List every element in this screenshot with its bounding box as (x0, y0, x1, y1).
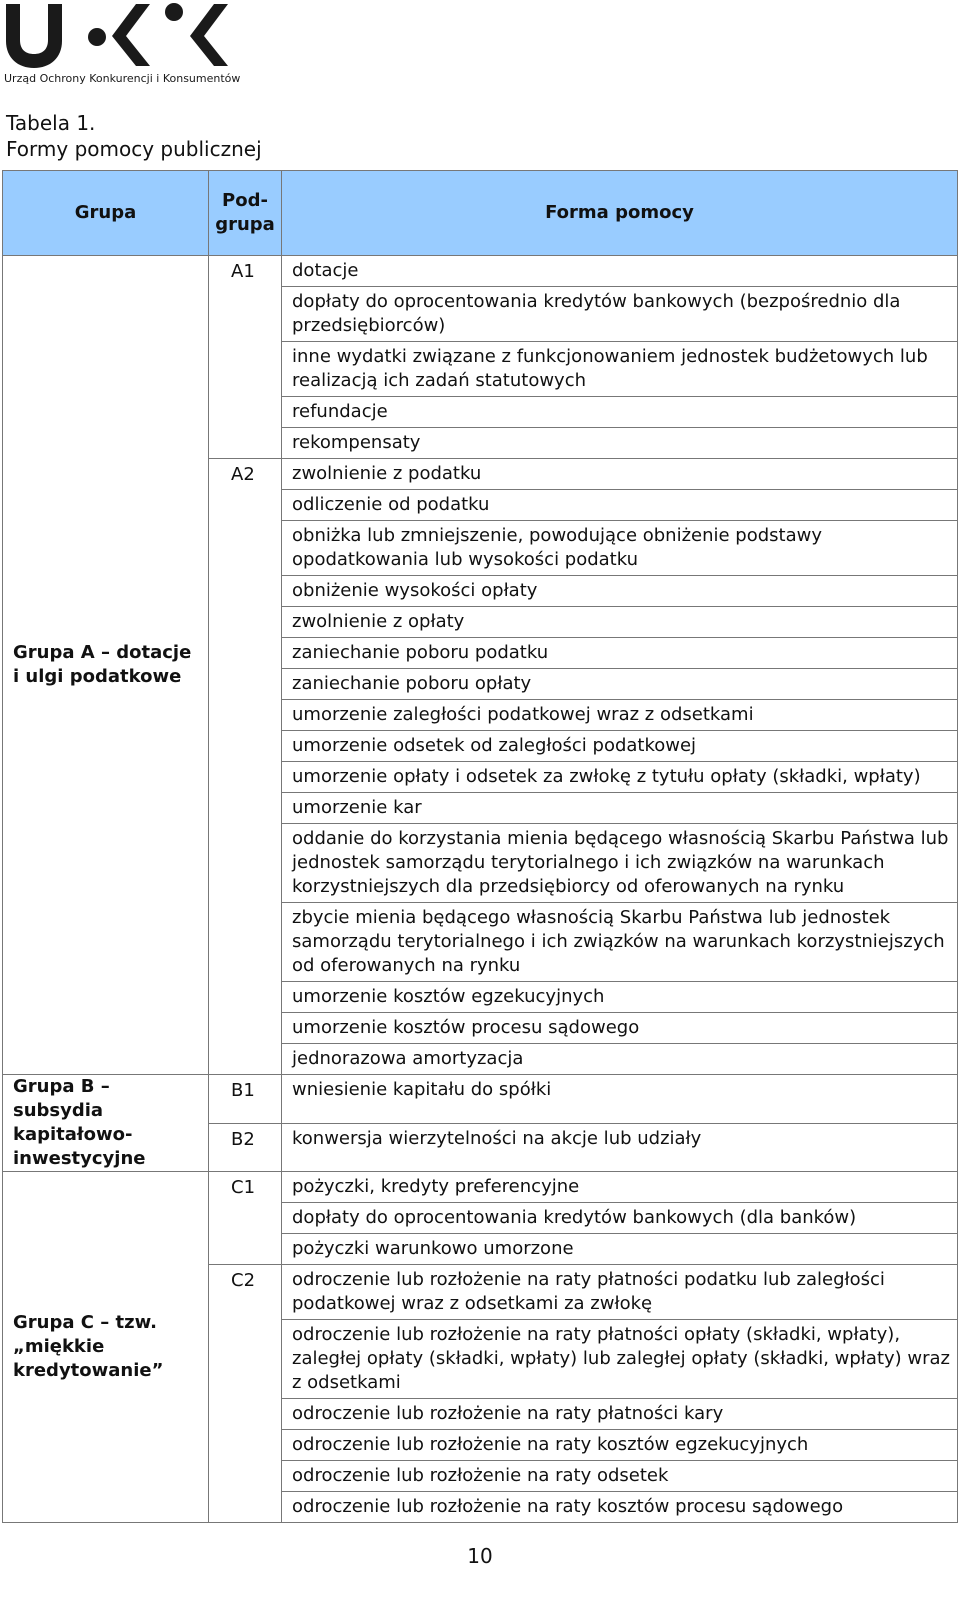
group-cell-a: Grupa A – dotacje i ulgi podatkowe (3, 256, 209, 1075)
aid-form-cell: dopłaty do oprocentowania kredytów bankowych (bezpośrednio dla przedsiębiorców) (282, 287, 958, 342)
subgroup-cell-a2: A2 (209, 459, 282, 1075)
aid-form-cell: oddanie do korzystania mienia będącego własnością Skarbu Państwa lub jednostek samorządu terytorialnego i ich związków na warunkach korzystniejszych dla przedsiębiorcy od oferowanych na rynku (282, 824, 958, 903)
aid-form-cell: umorzenie kosztów egzekucyjnych (282, 982, 958, 1013)
aid-form-cell: pożyczki, kredyty preferencyjne (282, 1172, 958, 1203)
column-header-aid-form: Forma pomocy (282, 171, 958, 256)
aid-form-cell: zwolnienie z podatku (282, 459, 958, 490)
table-row (3, 1172, 958, 1203)
table-row (3, 1075, 958, 1124)
subgroup-cell-b2: B2 (209, 1123, 282, 1172)
table-row (3, 256, 958, 287)
subgroup-cell-c2: C2 (209, 1265, 282, 1523)
aid-form-cell: odroczenie lub rozłożenie na raty kosztów procesu sądowego (282, 1492, 958, 1523)
aid-form-cell: wniesienie kapitału do spółki (282, 1075, 958, 1124)
aid-form-cell: umorzenie kosztów procesu sądowego (282, 1013, 958, 1044)
subgroup-cell-b1: B1 (209, 1075, 282, 1124)
aid-form-cell: umorzenie kar (282, 793, 958, 824)
aid-form-cell: zwolnienie z opłaty (282, 607, 958, 638)
aid-form-cell: odroczenie lub rozłożenie na raty kosztów egzekucyjnych (282, 1430, 958, 1461)
aid-form-cell: rekompensaty (282, 428, 958, 459)
aid-form-cell: dotacje (282, 256, 958, 287)
aid-form-cell: umorzenie zaległości podatkowej wraz z odsetkami (282, 700, 958, 731)
table-caption: Formy pomocy publicznej (6, 137, 262, 161)
aid-form-cell: zaniechanie poboru podatku (282, 638, 958, 669)
aid-forms-table (2, 170, 958, 1523)
subgroup-cell-c1: C1 (209, 1172, 282, 1265)
group-cell-b: Grupa B – subsydia kapitałowo-inwestycyjne (3, 1075, 209, 1172)
uokik-logo-mark (4, 0, 236, 70)
aid-form-cell: obniżenie wysokości opłaty (282, 576, 958, 607)
aid-form-cell: odliczenie od podatku (282, 490, 958, 521)
table-number: Tabela 1. (6, 111, 96, 135)
page-number: 10 (467, 1544, 493, 1568)
logo-caption: Urząd Ochrony Konkurencji i Konsumentów (4, 72, 241, 85)
aid-form-cell: odroczenie lub rozłożenie na raty odsetek (282, 1461, 958, 1492)
aid-form-cell: dopłaty do oprocentowania kredytów bankowych (dla banków) (282, 1203, 958, 1234)
uokik-logo (4, 0, 241, 92)
aid-form-cell: konwersja wierzytelności na akcje lub udziały (282, 1123, 958, 1172)
aid-form-cell: odroczenie lub rozłożenie na raty płatności kary (282, 1399, 958, 1430)
aid-form-cell: obniżka lub zmniejszenie, powodujące obniżenie podstawy opodatkowania lub wysokości podatku (282, 521, 958, 576)
aid-form-cell: zbycie mienia będącego własnością Skarbu Państwa lub jednostek samorządu terytorialnego i ich związków na warunkach korzystniejszych od oferowanych na rynku (282, 903, 958, 982)
aid-form-cell: odroczenie lub rozłożenie na raty płatności podatku lub zaległości podatkowej wraz z odsetkami za zwłokę (282, 1265, 958, 1320)
aid-form-cell: zaniechanie poboru opłaty (282, 669, 958, 700)
aid-form-cell: odroczenie lub rozłożenie na raty płatności opłaty (składki, wpłaty), zaległej opłaty (składki, wpłaty) lub zaległej opłaty (składki, wpłaty) wraz z odsetkami (282, 1320, 958, 1399)
aid-form-cell: pożyczki warunkowo umorzone (282, 1234, 958, 1265)
column-header-subgroup: Pod- grupa (209, 171, 282, 256)
subgroup-cell-a1: A1 (209, 256, 282, 459)
aid-form-cell: refundacje (282, 397, 958, 428)
aid-form-cell: umorzenie odsetek od zaległości podatkowej (282, 731, 958, 762)
group-cell-c: Grupa C – tzw. „miękkie kredytowanie” (3, 1172, 209, 1523)
table-title (6, 110, 262, 162)
aid-form-cell: umorzenie opłaty i odsetek za zwłokę z tytułu opłaty (składki, wpłaty) (282, 762, 958, 793)
column-header-group: Grupa (3, 171, 209, 256)
aid-form-cell: inne wydatki związane z funkcjonowaniem jednostek budżetowych lub realizacją ich zadań statutowych (282, 342, 958, 397)
aid-form-cell: jednorazowa amortyzacja (282, 1044, 958, 1075)
table-body (3, 256, 958, 1523)
